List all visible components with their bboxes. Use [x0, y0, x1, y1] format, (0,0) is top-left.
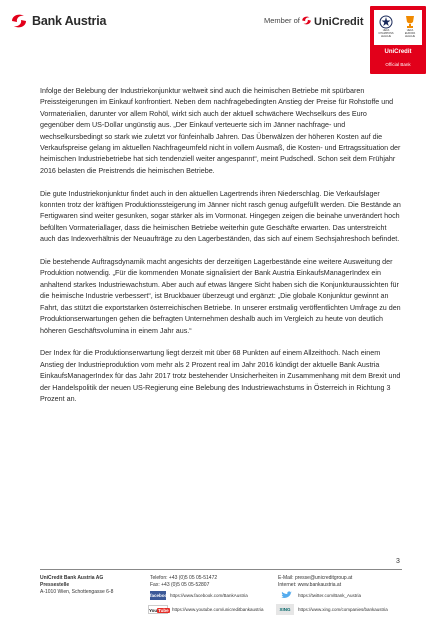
member-of-label: Member of — [264, 16, 300, 25]
official-bank-badge — [370, 6, 426, 74]
paragraph: Die gute Industriekonjunktur findet auch in den aktuellen Lagertrends ihren Niederschlag. Die Verkaufslager konnten trotz der kräftigen Produktionssteigerung im Jänner nicht rasch genug aufgefüllt werden. Die Bestände an Fertigwaren sind weiter gesunken, sogar stärker als im Vormonat. Hingegen zeigen die beinahe unverändert hoch befüllten Vormateriallager, dass die heimischen Betriebe weiterhin gute Geschäfte erwarten. Das unterstreicht auch das Indexverhältnis der Neuaufträge zu den Lagerbeständen, das sich auf einem Sechsjahreshoch befindet. — [40, 189, 401, 244]
cup-icon — [404, 15, 416, 29]
xing-row[interactable] — [276, 604, 388, 615]
champions-league-logo — [378, 15, 395, 40]
email-link[interactable]: E-Mail: presse@unicreditgroup.at — [278, 575, 353, 581]
youtube-row[interactable] — [148, 605, 264, 614]
department: Pressestelle — [40, 582, 70, 588]
facebook-icon: facebook — [150, 593, 170, 598]
badge-official-bank: Official Bank — [385, 62, 411, 67]
twitter-row[interactable] — [278, 591, 361, 600]
address: A-1010 Wien, Schottengasse 6-8 — [40, 589, 114, 595]
facebook-row[interactable] — [150, 591, 248, 600]
footer-company — [40, 575, 113, 596]
champions-league-label: UEFA CHAMPIONS LEAGUE — [378, 29, 394, 38]
star-ball-icon — [379, 15, 393, 29]
europa-league-logo — [402, 15, 419, 40]
footer-contact — [150, 575, 217, 589]
paragraph: Die bestehende Auftragsdynamik macht angesichts der derzeitigen Lagerbestände eine weitere Ausweitung der Produktion notwendig. „Für die kommenden Monate signalisiert der Bank Austria EinkaufsManagerIndex ein anhaltend starkes Industriewachstum. Aber auch auf etwas längere Sicht haben sich die Konjunkturaussichten für die heimische Industrie verbessert“, ist Bruckbauer überzeugt und ergänzt: „Die globale Konjunktur gewinnt an Fahrt, das stützt die exportstarken österreichischen Betriebe. In unserer erstmalig veröffentlichten Umfrage zu den Produktionserwartungen gehen die befragten Unternehmen deshalb auch im Vergleich zu heute von deutlich höheren Geschäftsvolumina in einem Jahr aus.“ — [40, 258, 401, 335]
company-name: UniCredit Bank Austria AG — [40, 575, 104, 581]
page-number: 3 — [396, 558, 400, 565]
press-release-body — [40, 86, 402, 417]
facebook-link[interactable]: https://www.facebook.com/BankAustria — [170, 593, 248, 598]
brand-name: Bank Austria — [32, 14, 107, 28]
unicredit-logo — [301, 13, 364, 31]
competition-logos — [374, 10, 422, 45]
website-link[interactable]: Internet: www.bankaustria.at — [278, 582, 342, 588]
youtube-link[interactable]: https://www.youtube.com/unicreditbankaustria — [172, 607, 264, 612]
twitter-link[interactable]: https://twitter.com/Bank_Austria — [298, 593, 362, 598]
xing-link[interactable]: https://www.xing.com/companies/bankaustria — [298, 607, 388, 612]
footer-divider — [40, 569, 402, 570]
unicredit-name: UniCredit — [314, 16, 364, 28]
twitter-bird-icon — [278, 591, 294, 600]
europa-league-label: UEFA EUROPA LEAGUE — [404, 29, 416, 38]
youtube-icon: YouTube — [148, 605, 168, 614]
fax: Fax: +43 (0)5 05 05-52807 — [150, 582, 210, 588]
bank-austria-logo — [10, 12, 106, 30]
footer-online — [278, 575, 352, 589]
unicredit-swirl-icon — [301, 13, 312, 31]
badge-unicredit: UniCredit — [384, 49, 412, 55]
xing-icon: XING — [276, 604, 294, 615]
phone: Telefon: +43 (0)5 05 05-51472 — [150, 575, 218, 581]
paragraph: Infolge der Belebung der Industriekonjunktur weltweit sind auch die heimischen Betriebe mit spürbaren Preissteigerungen im Einkauf konfrontiert. Neben dem nachfragebedingten Anstieg der Preise für Rohstoffe und Vormaterialien, darunter vor allem Rohöl, wirkt sich auch der aktuell schwächere Wechselkurs des Euro gegenüber dem US-Dollar ungünstig aus. „Der Einkauf verteuerte sich im Jänner nachfrage- und wechselkursbedingt so stark wie zuletzt vor fünfeinhalb Jahren. Das Überwälzen der höheren Kosten auf die Verkaufspreise gelang im aktuellen Nachfrageumfeld nicht in vollem Ausmaß, die Kosten- und Ertragssituation der heimischen Industriebetriebe hat sich tendenziell weiter angespannt“, meint Pudschedl. Schon seit dem Frühjahr 2016 belasten die Preistrends die heimischen Betriebe. — [40, 87, 401, 175]
paragraph: Der Index für die Produktionserwartung liegt derzeit mit über 68 Punkten auf einem Allzeithoch. Nach einem Anstieg der Industrieproduktion vom mehr als 2 Prozent real im Jahr 2016 kündigt der aktuelle Bank Austria EinkaufsManagerIndex für das Jahr 2017 trotz bestehender Unsicherheiten in Zusammenhang mit dem Brexit und der Handelspolitik der neuen US-Regierung eine Belebung des Industriewachstums in Österreich in Richtung 3 Prozent an. — [40, 349, 401, 403]
unicredit-swirl-icon — [10, 12, 28, 30]
